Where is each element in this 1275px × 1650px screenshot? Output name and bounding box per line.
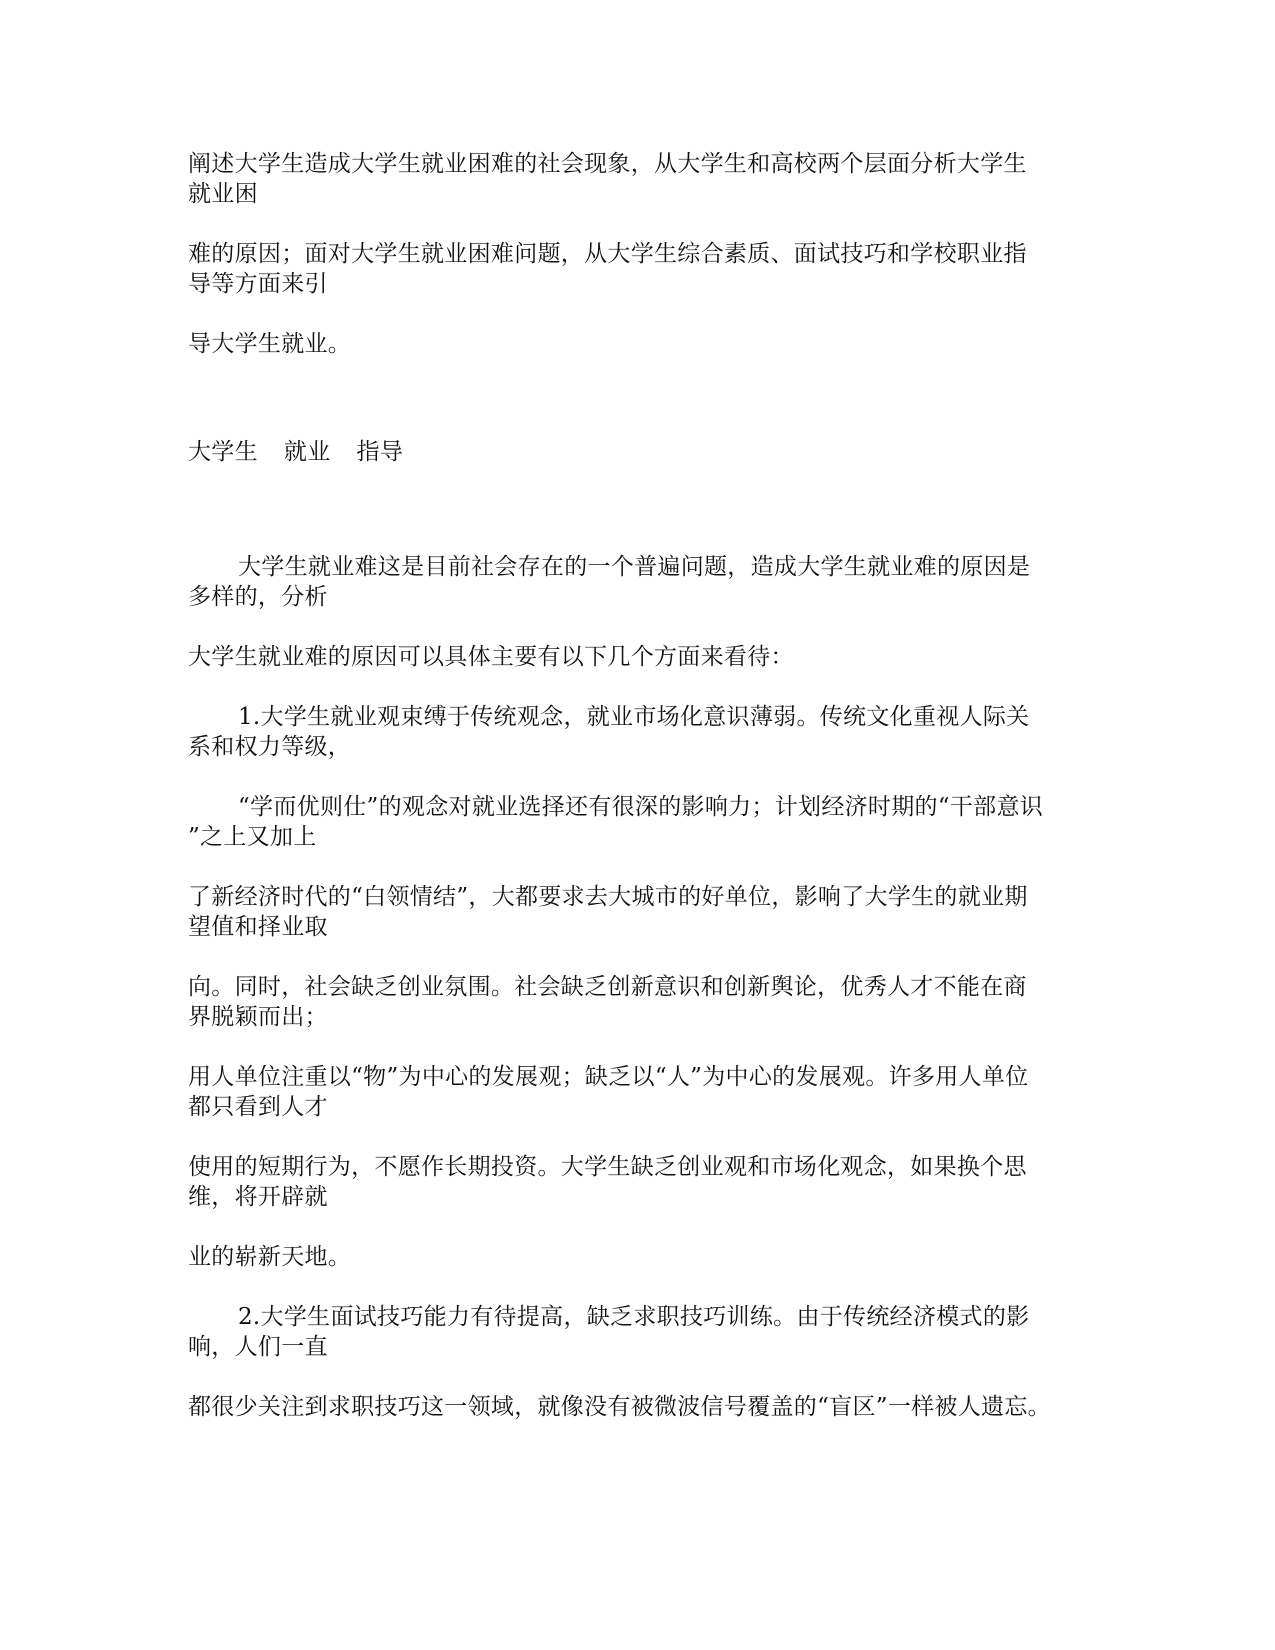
abstract-line: 就业困 [188,181,258,207]
body-line: 了新经济时代的“白领情结”，大都要求去大城市的好单位，影响了大学生的就业期 [188,884,1028,910]
body-line: 维，将开辟就 [188,1184,328,1210]
body-line: 1.大学生就业观束缚于传统观念，就业市场化意识薄弱。传统文化重视人际关 [238,704,1030,730]
body-line: 使用的短期行为，不愿作长期投资。大学生缺乏创业观和市场化观念，如果换个思 [188,1154,1027,1180]
body-line: 业的崭新天地。 [188,1244,352,1270]
abstract-line: 导等方面来引 [188,271,328,297]
body-line: 大学生就业难的原因可以具体主要有以下几个方面来看待： [188,644,794,670]
abstract-line: 难的原因；面对大学生就业困难问题，从大学生综合素质、面试技巧和学校职业指 [188,241,1027,267]
body-line: ”之上又加上 [188,824,317,850]
body-line: 2.大学生面试技巧能力有待提高，缺乏求职技巧训练。由于传统经济模式的影 [238,1304,1030,1330]
body-line: 界脱颖而出； [188,1004,328,1030]
body-line: 大学生就业难这是目前社会存在的一个普遍问题，造成大学生就业难的原因是 [238,554,1031,580]
body-line: 系和权力等级， [188,734,352,760]
body-line: “学而优则仕”的观念对就业选择还有很深的影响力；计划经济时期的“干部意识 [238,794,1044,820]
abstract-line: 阐述大学生造成大学生就业困难的社会现象，从大学生和高校两个层面分析大学生 [188,151,1027,177]
body-line: 响，人们一直 [188,1334,328,1360]
keyword: 大学生 [188,439,258,465]
keywords [188,436,403,468]
body-line: 向。同时，社会缺乏创业氛围。社会缺乏创新意识和创新舆论，优秀人才不能在商 [188,974,1027,1000]
body-line: 多样的，分析 [188,584,328,610]
keyword: 就业 [283,439,331,465]
body-line: 都很少关注到求职技巧这一领域，就像没有被微波信号覆盖的“盲区”一样被人遗忘。 [188,1394,1051,1420]
body-line: 望值和择业取 [188,914,328,940]
body-line: 用人单位注重以“物”为中心的发展观；缺乏以“人”为中心的发展观。许多用人单位 [188,1064,1029,1090]
body-line: 都只看到人才 [188,1094,328,1120]
abstract-line: 导大学生就业。 [188,331,352,357]
keyword: 指导 [356,439,404,465]
